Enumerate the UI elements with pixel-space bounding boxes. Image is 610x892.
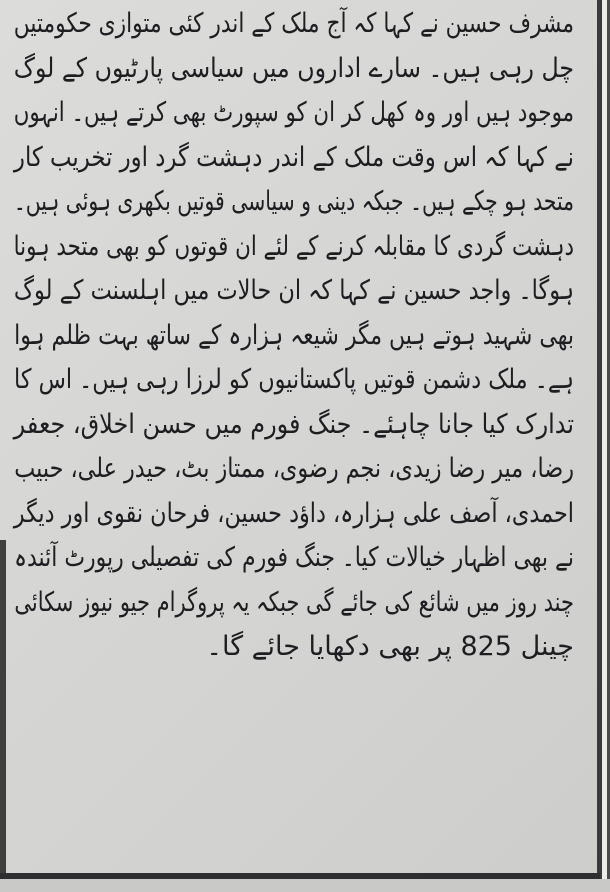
article-line: نے کہا کہ اس وقت ملک کے اندر دہشت گرد اور تخریب کار (13, 141, 575, 173)
article-line: ہے۔ ملک دشمن قوتیں پاکستانیوں کو لرزا رہی ہیں۔ اس کا (14, 364, 575, 395)
article-line: چند روز میں شائع کی جائے گی جبکہ یہ پروگرام جیو نیوز سکائی (14, 586, 574, 618)
article-line: احمدی، آصف علی ہزارہ، داؤد حسین، فرحان نقوی اور دیگر (13, 497, 575, 529)
article-line: چل رہی ہیں۔ سارے اداروں میں سیاسی پارٹیوں کے لوگ (13, 52, 575, 84)
article-body (14, 2, 574, 670)
paper-margin-bottom (0, 879, 610, 892)
article-line: تدارک کیا جانا چاہئے۔ جنگ فورم میں حسن اخلاق، جعفر (13, 408, 574, 440)
article-line: رضا، میر رضا زیدی، نجم رضوی، ممتاز بٹ، حیدر علی، حبیب (14, 453, 574, 484)
article-line: ہوگا۔ واجد حسین نے کہا کہ ان حالات میں اہلسنت کے لوگ (13, 275, 575, 306)
article-line: نے بھی اظہار خیالات کیا۔ جنگ فورم کی تفصیلی رپورٹ آئندہ (14, 542, 574, 573)
article-line: موجود ہیں اور وہ کھل کر ان کو سپورٹ بھی کرتے ہیں۔ انہوں (13, 97, 574, 128)
column-rule-left (0, 540, 6, 880)
article-line: دہشت گردی کا مقابلہ کرنے کے لئے ان قوتوں کو بھی متحد ہونا (13, 230, 574, 262)
article-line: متحد ہو چکے ہیں۔ جبکہ دینی و سیاسی قوتیں بکھری ہوئی ہیں۔ (13, 186, 575, 217)
article-line: بھی شہید ہوتے ہیں مگر شیعہ ہزارہ کے ساتھ بہت ظلم ہوا (14, 319, 575, 351)
article-line: مشرف حسین نے کہا کہ آج ملک کے اندر کئی متوازی حکومتیں (13, 8, 575, 39)
article-line-final: چینل 825 پر بھی دکھایا جائے گا۔ (206, 631, 574, 662)
